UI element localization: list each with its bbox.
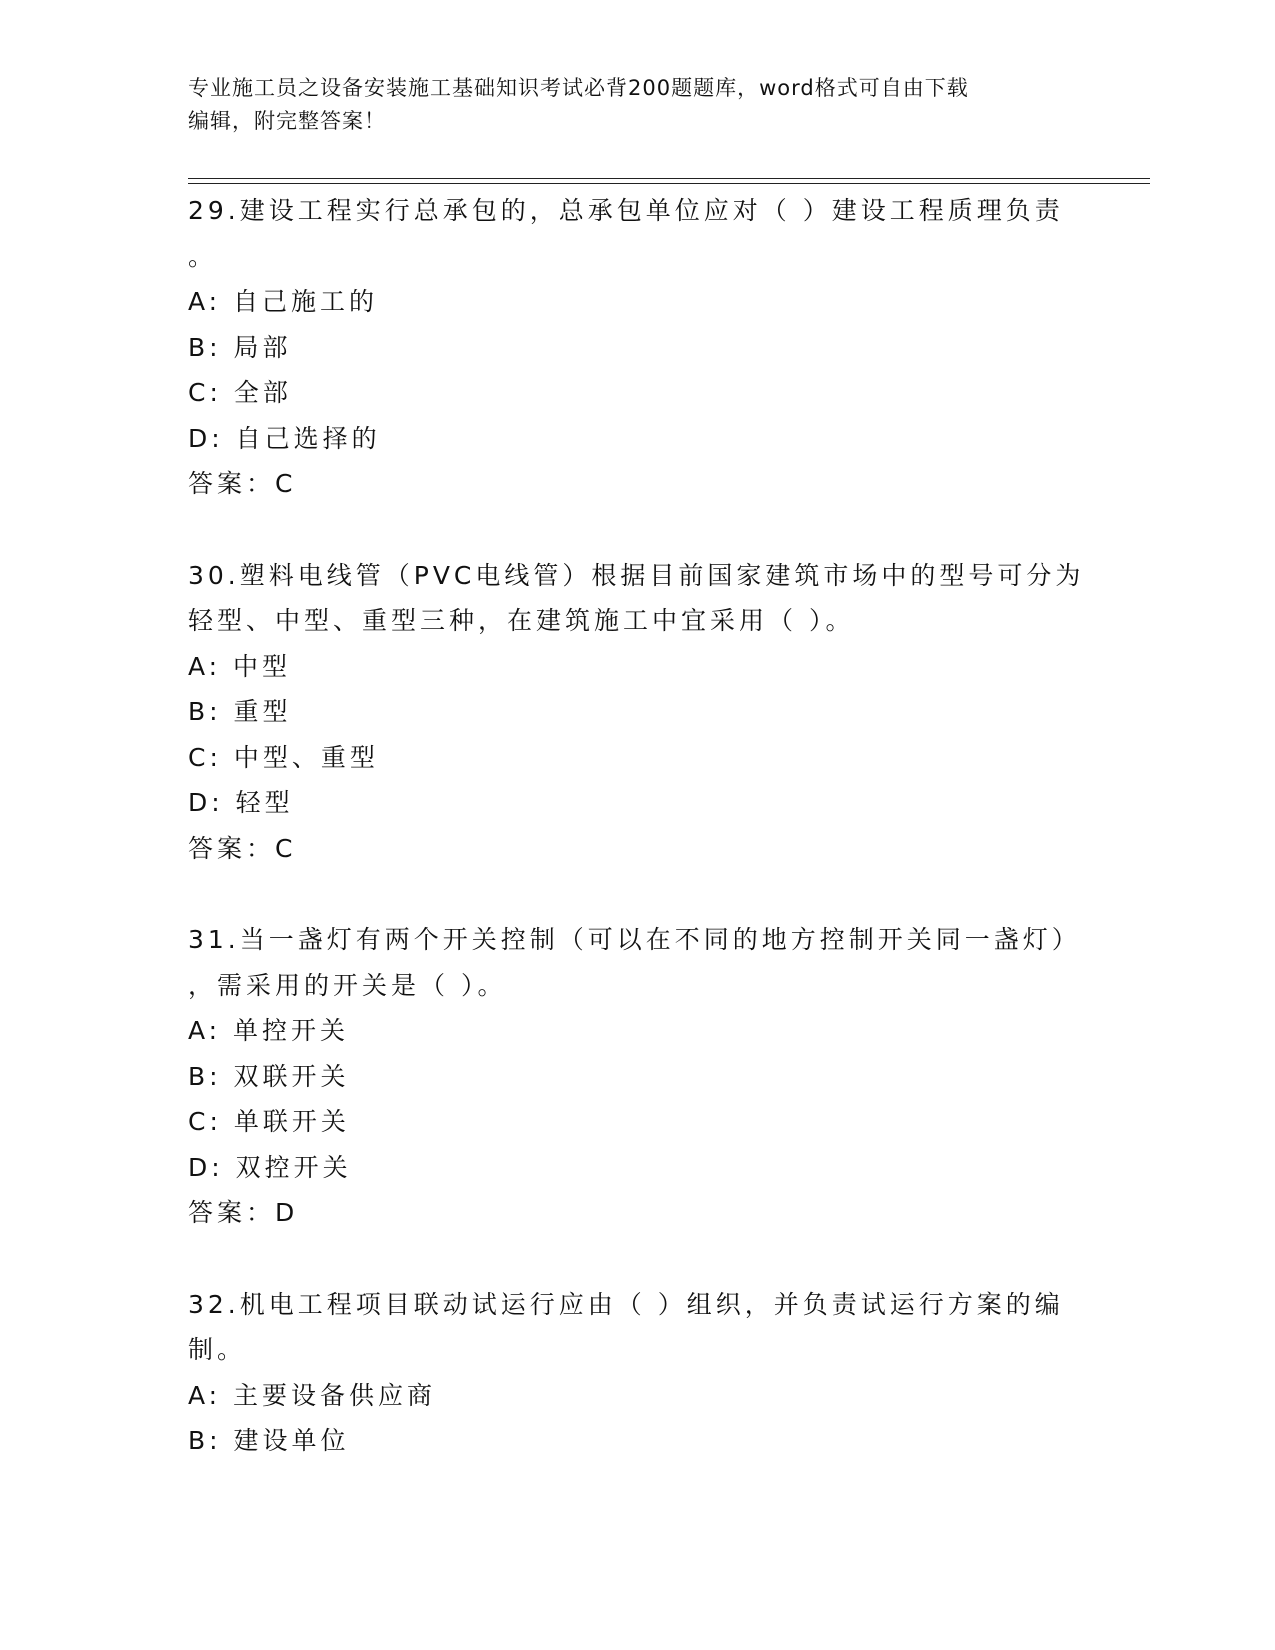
option-c: C: 单联开关 [188,1107,350,1136]
option-a: A: 中型 [188,651,292,681]
question-stem-line: 制。 [188,1335,247,1364]
answer-line: 答案：C [188,469,297,498]
header-line-1: 专业施工员之设备安装施工基础知识考试必背200题题库，word格式可自由下载 [188,76,969,100]
question-stem-line: 轻型、中型、重型三种，在建筑施工中宜采用（ ）。 [188,606,855,635]
option-d: D: 自己选择的 [188,423,381,453]
question-stem-line: 32.机电工程项目联动试运行应由（ ）组织，并负责试运行方案的编 [188,1289,1064,1319]
question-stem-line: 29.建设工程实行总承包的，总承包单位应对（ ）建设工程质理负责 [188,196,1064,225]
question-stem-line: 30.塑料电线管（PVC电线管）根据目前国家建筑市场中的型号可分为 [188,560,1085,590]
question-31 [188,917,1088,1236]
option-a: A: 自己施工的 [188,287,379,316]
option-a: A: 单控开关 [188,1016,350,1045]
option-a: A: 主要设备供应商 [188,1380,437,1410]
question-stem-line: ，需采用的开关是（ ）。 [188,970,507,1000]
option-d: D: 轻型 [188,788,294,817]
question-32 [188,1282,1088,1464]
option-b: B: 局部 [188,332,292,362]
answer-line: 答案：D [188,1198,299,1227]
option-c: C: 中型、重型 [188,742,379,772]
option-b: B: 双联开关 [188,1061,350,1091]
answer-line: 答案：C [188,833,297,863]
header-line-2: 编辑，附完整答案！ [188,109,386,133]
document-header [188,72,1088,138]
option-b: B: 建设单位 [188,1426,350,1455]
header-divider-bottom [188,183,1150,184]
header-divider-top [188,178,1150,179]
option-c: C: 全部 [188,378,292,407]
option-b: B: 重型 [188,697,292,726]
question-stem-line: 。 [188,241,218,271]
option-d: D: 双控开关 [188,1152,352,1182]
question-list [188,188,1088,1510]
question-stem-line: 31.当一盏灯有两个开关控制（可以在不同的地方控制开关同一盏灯） [188,925,1081,954]
question-29 [188,188,1088,507]
question-30 [188,553,1088,872]
